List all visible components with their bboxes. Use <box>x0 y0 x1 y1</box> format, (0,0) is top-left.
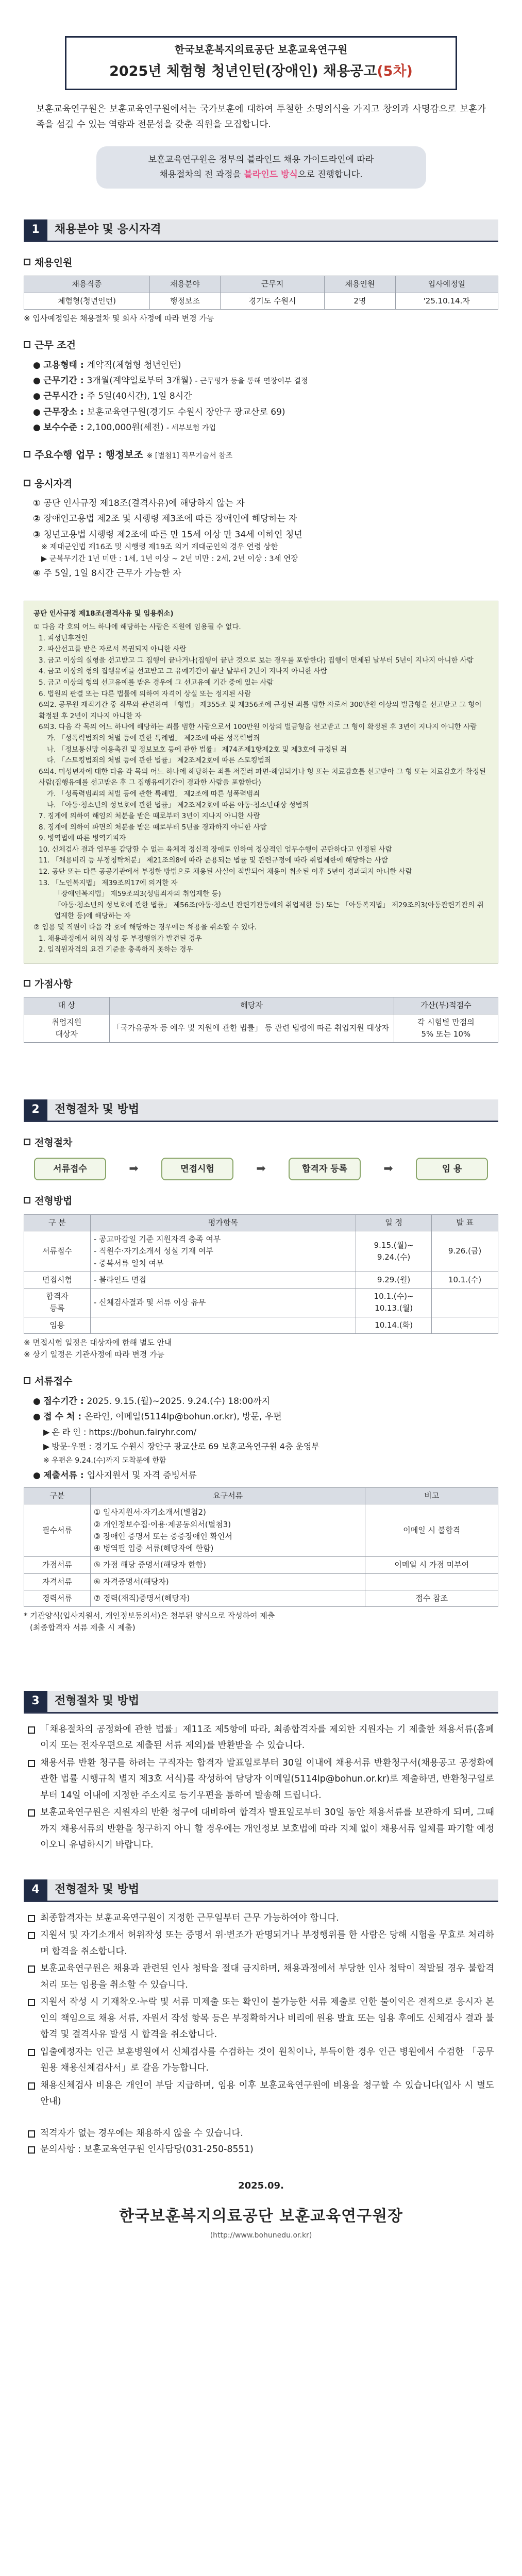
table-cell: 합격자 등록 <box>24 1289 91 1317</box>
section-2-header <box>24 1099 498 1122</box>
table-cell: 경기도 수원시 <box>220 293 324 309</box>
arrow-right-icon: ➡ <box>129 1162 139 1176</box>
recruit-note: ※ 입사예정일은 채용절차 및 회사 사정에 따라 변경 가능 <box>24 313 214 323</box>
apply-value: 온라인, 이메일(5114lp@bohun.or.kr), 방문, 우편 <box>85 1412 282 1422</box>
announcement-date: 2025.09. <box>238 2180 284 2191</box>
footer-notes <box>28 2126 494 2158</box>
apply-docs: ● 제출서류 : 입사지원서 및 자격 증빙서류 <box>33 1470 197 1481</box>
box-line: 나. 「정보통신망 이용촉진 및 정보보호 등에 관한 법률」 제74조제1항제2호 및 제3호에 규정된 죄 <box>47 745 347 754</box>
list-item <box>28 1805 494 1854</box>
square-bullet-icon <box>28 1915 35 1922</box>
square-bullet-icon <box>28 1809 35 1817</box>
condition-label: 보수수준 : <box>43 422 87 433</box>
table-header: 입사예정일 <box>395 276 498 293</box>
box-line: 3. 금고 이상의 실형을 선고받고 그 집행이 끝나거나(집행이 끝난 것으로 보는 경우를 포함한다) 집행이 면제된 날부터 5년이 지나지 아니한 사람 <box>39 656 474 665</box>
apply-link[interactable]: https://bohun.fairyhr.com/ <box>89 1427 197 1437</box>
box-line: 5. 금고 이상의 형의 선고유예를 받은 경우에 그 선고유예 기간 중에 있는 사람 <box>39 678 274 687</box>
bonus-subtitle <box>24 977 498 992</box>
duty-line <box>24 448 498 463</box>
section-3-header <box>24 1691 498 1714</box>
box-line: 다. 「스토킹범죄의 처벌 등에 관한 법률」 제2조제2호에 따른 스토킹범죄 <box>47 756 271 765</box>
section-4-header <box>24 1879 498 1902</box>
eligibility-text: 주 5일, 1일 8시간 근무가 가능한 자 <box>43 568 181 579</box>
table-header: 채용직종 <box>24 276 150 293</box>
apply-label: 접 수 처 : <box>43 1412 85 1422</box>
recruit-subtitle <box>24 256 498 270</box>
table-header: 일 정 <box>356 1214 432 1231</box>
condition-label: 고용형태 : <box>43 360 87 370</box>
table-header: 해당자 <box>109 997 394 1014</box>
eligibility-subtitle-text: 응시자격 <box>35 478 73 489</box>
box-line: 7. 징계에 의하여 해임의 처분을 받은 때로부터 3년이 지나지 아니한 사람 <box>39 812 260 821</box>
table-row <box>24 293 498 309</box>
table-header: 요구서류 <box>90 1488 365 1504</box>
apply-method: ● 접 수 처 : 온라인, 이메일(5114lp@bohun.or.kr), 방문, 우편 <box>33 1412 282 1422</box>
eligibility-item: ① 공단 인사규정 제18조(결격사유)에 해당하지 않는 자 <box>33 498 245 509</box>
list-item <box>28 1722 494 1754</box>
table-cell: ⑦ 경력(재직)증명서(해당자) <box>90 1590 365 1606</box>
table-cell: 자격서류 <box>24 1573 91 1590</box>
table-header-row <box>24 276 498 293</box>
box-line: 1. 채용과정에서 허위 작성 등 부정행위가 발견된 경우 <box>39 934 202 943</box>
square-bullet-icon <box>24 980 30 987</box>
table-header-row <box>24 1214 498 1231</box>
table-cell: 9.15.(월)~ 9.24.(수) <box>356 1231 432 1272</box>
box-line: 12. 공단 또는 다른 공공기관에서 부정한 방법으로 채용된 사실이 적발되어 채용이 취소된 이후 5년이 경과되지 아니한 사람 <box>39 868 412 876</box>
condition-value: 계약직(체험형 청년인턴) <box>87 360 181 370</box>
list-text: 보훈교육연구원은 지원자의 반환 청구에 대비하여 합격자 발표일로부터 30일 동안 채용서류를 보관하게 되며, 그때까지 채용서류의 반환을 청구하지 아니 할 경우에는 개인정보 보호법에 따라 지체 없이 채용서류 일체를 파기할 예정이오니 유념하시기 바랍니다. <box>40 1807 494 1851</box>
section-number: 2 <box>24 1099 47 1121</box>
box-line: 2. 파산선고를 받은 자로서 복권되지 아니한 사람 <box>39 645 187 654</box>
table-cell: 가점서류 <box>24 1557 91 1573</box>
list-text: 입출예정자는 인근 보훈병원에서 신체검사를 수검하는 것이 원칙이나, 부득이한 경우 인근 병원에서 수검한 「공무원용 채용신체검사서」로 갈음 가능합니다. <box>40 2046 494 2074</box>
section-number: 3 <box>24 1691 47 1712</box>
duty-label: 주요수행 업무 : <box>35 449 106 461</box>
notice-highlight: 블라인드 방식 <box>244 169 298 180</box>
condition-value: 보훈교육연구원(경기도 수원시 장안구 광교산로 69) <box>87 406 285 417</box>
arrow-right-icon: ➡ <box>256 1162 266 1176</box>
table-row <box>24 1289 498 1317</box>
notice-line2 <box>105 167 418 182</box>
method-table <box>24 1214 498 1334</box>
condition-label: 근무장소 : <box>43 406 87 417</box>
footer-item <box>28 2126 494 2142</box>
table-header: 구 분 <box>24 1214 91 1231</box>
docs-table <box>24 1487 498 1607</box>
apply-online: ▶ 온 라 인 : https://bohun.fairyhr.com/ <box>43 1427 197 1437</box>
eligibility-item: ② 장애인고용법 제2조 및 시행령 제3조에 따른 장애인에 해당하는 자 <box>33 514 297 524</box>
table-cell: '25.10.14.자 <box>395 293 498 309</box>
table-cell: 접수 참조 <box>365 1590 498 1606</box>
method-note: ※ 면접시험 일정은 대상자에 한해 별도 안내 <box>24 1337 172 1347</box>
eligibility-subnote: ※ 제대군인법 제16조 및 시행령 제19조 의거 제대군인의 경우 연령 상한 <box>41 543 278 552</box>
bonus-table <box>24 997 498 1043</box>
disqualification-box <box>24 601 498 963</box>
square-bullet-icon <box>24 1197 30 1204</box>
apply-value: 입사지원서 및 자격 증빙서류 <box>87 1470 197 1481</box>
square-bullet-icon <box>28 1726 35 1734</box>
table-header-row <box>24 1488 498 1504</box>
table-cell: 면접시험 <box>24 1272 91 1288</box>
box-line: 나. 「아동·청소년의 성보호에 관한 법률」 제2조제2호에 따른 아동·청소년대상 성범죄 <box>47 801 309 809</box>
section-number: 4 <box>24 1879 47 1901</box>
list-text: 지원서 및 자기소개서 허위작성 또는 증명서 위·변조가 판명되거나 부정행위를 한 사람은 당해 시험을 무효로 처리하며 합격을 취소합니다. <box>40 1930 494 1957</box>
box-line: ① 다음 각 호의 어느 하나에 해당하는 사람은 직원에 임용될 수 없다. <box>33 623 241 631</box>
square-bullet-icon <box>24 259 30 265</box>
box-line: 11. 「채용비리 등 부정청탁처분」 제21조의8에 따라 준용되는 법률 및 관련규정에 따라 취업제한에 해당하는 사람 <box>39 856 388 865</box>
box-line: 6. 법원의 판결 또는 다른 법률에 의하여 자격이 상실 또는 정지된 사람 <box>39 689 251 698</box>
table-cell: 서류접수 <box>24 1231 91 1272</box>
table-cell: - 블라인드 면접 <box>90 1272 356 1288</box>
flow-step: 면접시험 <box>161 1158 233 1180</box>
section-number: 1 <box>24 219 47 241</box>
table-cell: 임용 <box>24 1317 91 1333</box>
table-cell: 10.1.(수) <box>432 1272 498 1288</box>
table-header: 채용분야 <box>149 276 220 293</box>
bonus-subtitle-text: 가점사항 <box>35 978 73 990</box>
list-text: 채용신체검사 비용은 개인이 부담 지급하며, 임용 이후 보훈교육연구원에 비용을 청구할 수 있습니다(입사 시 별도 안내) <box>40 2080 494 2107</box>
eligibility-text: 공단 인사규정 제18조(결격사유)에 해당하지 않는 자 <box>43 498 245 509</box>
table-cell <box>365 1573 498 1590</box>
box-line: 10. 신체검사 결과 업무를 감당할 수 없는 육체적 정신적 장애로 인하여 정상적인 업무수행이 곤란하다고 인정된 사람 <box>39 845 392 854</box>
table-cell: 이메일 시 가점 미부여 <box>365 1557 498 1573</box>
condition-item: ● 근무시간 : 주 5일(40시간), 1일 8시간 <box>33 391 192 402</box>
square-bullet-icon <box>24 1139 30 1145</box>
box-line: 8. 징계에 의하여 파면의 처분을 받은 때로부터 5년을 경과하지 아니한 사람 <box>39 823 267 832</box>
apply-period: ● 접수기간 : 2025. 9.15.(월)~2025. 9.24.(수) 18:00까지 <box>33 1396 271 1406</box>
footer-text: 적격자가 없는 경우에는 채용하지 않을 수 있습니다. <box>40 2128 243 2139</box>
table-row <box>24 1231 498 1272</box>
table-row <box>24 1590 498 1606</box>
box-line: 6의3. 다음 각 목의 어느 하나에 해당하는 죄를 범한 사람으로서 100만원 이상의 벌금형을 선고받고 그 형이 확정된 후 3년이 지나지 아니한 사람 <box>39 723 477 732</box>
title-box <box>65 36 457 90</box>
apply-label: 방문·우편 : <box>52 1442 94 1452</box>
notice-line1: 보훈교육연구원은 정부의 블라인드 채용 가이드라인에 따라 <box>148 155 374 165</box>
apply-visit-note: ※ 우편은 9.24.(수)까지 도착분에 한함 <box>43 1456 166 1465</box>
eligibility-text: 장애인고용법 제2조 및 시행령 제3조에 따른 장애인에 해당하는 자 <box>43 514 297 524</box>
title-main: 2025년 체험형 청년인턴(장애인) 채용공고 <box>109 63 377 79</box>
duty-note: ※ [별첨1] 직무기술서 참조 <box>146 452 233 461</box>
conditions-subtitle <box>24 338 498 353</box>
table-cell: 9.29.(월) <box>356 1272 432 1288</box>
square-bullet-icon <box>28 2130 35 2138</box>
table-cell: 체험형(청년인턴) <box>24 293 150 309</box>
condition-label: 근무기간 : <box>43 375 87 386</box>
list-item <box>28 2044 494 2077</box>
section-3-list <box>28 1722 494 1854</box>
table-cell: 행정보조 <box>149 293 220 309</box>
notice-pre: 채용절차의 전 과정을 <box>159 169 244 180</box>
table-cell <box>432 1317 498 1333</box>
eligibility-subtitle <box>24 477 498 492</box>
box-line: 2. 입직원자격의 요건 기준을 충족하지 못하는 경우 <box>39 945 193 954</box>
table-cell: 경력서류 <box>24 1590 91 1606</box>
title-suffix: (5차) <box>377 63 413 79</box>
flow-step: 서류접수 <box>34 1158 106 1180</box>
square-bullet-icon <box>28 1760 35 1767</box>
box-line: 6의4. 미성년자에 대한 다음 각 목의 어느 하나에 해당하는 죄를 저질러 파면·해임되거나 형 또는 치료감호를 선고받아 그 형 또는 치료감호가 확정된 사람(집행유예를 선고받은 후 그 집행유예기간이 경과한 사람을 포함한다) <box>39 767 486 787</box>
square-bullet-icon <box>28 2049 35 2056</box>
square-bullet-icon <box>28 2082 35 2090</box>
org-line: 한국보훈복지의료공단 보훈교육연구원 <box>174 43 348 56</box>
section-title: 전형절차 및 방법 <box>47 1691 498 1712</box>
condition-label: 근무시간 : <box>43 391 87 402</box>
recruit-subtitle-text: 채용인원 <box>35 257 73 268</box>
table-cell: ⑤ 가점 해당 증명서(해당자 한함) <box>90 1557 365 1573</box>
condition-item: ● 근무기간 : 3개월(계약일로부터 3개월) - 근무평가 등을 통해 연장여부 결정 <box>33 375 308 386</box>
method-subtitle-text: 전형방법 <box>35 1195 73 1207</box>
footer-item <box>28 2142 494 2158</box>
square-bullet-icon <box>24 451 30 457</box>
table-row <box>24 1573 498 1590</box>
table-cell: 필수서류 <box>24 1504 91 1557</box>
condition-extra: - 근무평가 등을 통해 연장여부 결정 <box>195 377 308 385</box>
list-item <box>28 1961 494 1993</box>
method-subtitle <box>24 1194 498 1209</box>
docs-note: (최종합격자 서류 제출 시 제출) <box>30 1623 136 1633</box>
box-line: 가. 「성폭력범죄의 처벌 등에 관한 특례법」 제2조에 따른 성폭력범죄 <box>47 734 260 742</box>
list-text: 최종합격자는 보훈교육연구원이 지정한 근무일부터 근무 가능하여야 합니다. <box>40 1912 339 1923</box>
org-signature: 한국보훈복지의료공단 보훈교육연구원장 <box>119 2207 403 2225</box>
apply-subtitle-text: 서류접수 <box>35 1376 73 1387</box>
apply-value: 경기도 수원시 장안구 광교산로 69 보훈교육연구원 4층 운영부 <box>94 1442 319 1452</box>
section-1-header <box>24 219 498 242</box>
flow-step: 임 용 <box>416 1158 488 1180</box>
table-row <box>24 1272 498 1288</box>
table-cell: 9.26.(금) <box>432 1231 498 1272</box>
table-row <box>24 1014 498 1043</box>
table-cell: 10.1.(수)~ 10.13.(월) <box>356 1289 432 1317</box>
flow-step: 합격자 등록 <box>289 1158 361 1180</box>
table-header: 근무지 <box>220 276 324 293</box>
section-4-list <box>28 1910 494 2110</box>
table-row <box>24 1557 498 1573</box>
box-line: 가. 「성폭력범죄의 처벌 등에 관한 특례법」 제2조에 따른 성폭력범죄 <box>47 789 260 798</box>
intro-text: 보훈교육연구원은 보훈교육연구원에서는 국가보훈에 대하여 투철한 소명의식을 가지고 창의과 사명감으로 보훈가족을 섬길 수 있는 역량과 전문성을 갖춘 직원을 모집합니다. <box>36 104 486 130</box>
box-line: 4. 금고 이상의 형의 집행유예를 선고받고 그 유예기간이 끝난 날부터 2년이 지나지 아니한 사람 <box>39 667 327 676</box>
condition-value: 주 5일(40시간), 1일 8시간 <box>87 391 192 402</box>
apply-value: 2025. 9.15.(월)~2025. 9.24.(수) 18:00까지 <box>87 1396 271 1406</box>
condition-value: 3개월(계약일로부터 3개월) <box>87 375 193 386</box>
list-text: 보훈교육연구원은 채용과 관련된 인사 청탁을 절대 금지하며, 채용과정에서 부당한 인사 청탁이 적발될 경우 불합격처리 또는 임용을 취소할 수 있습니다. <box>40 1963 494 1990</box>
footer-text: 문의사항 : 보훈교육연구원 인사담당(031-250-8551) <box>40 2144 254 2155</box>
table-cell: 10.14.(화) <box>356 1317 432 1333</box>
box-line: 1. 피성년후견인 <box>39 634 88 642</box>
eligibility-subnote: ▶ 군복무기간 1년 미만 : 1세, 1년 이상 ~ 2년 미만 : 2세, 2년 이상 : 3세 연장 <box>41 554 298 563</box>
section-title: 채용분야 및 응시자격 <box>47 219 498 241</box>
square-bullet-icon <box>28 2146 35 2154</box>
conditions-subtitle-text: 근무 조건 <box>35 340 76 351</box>
table-cell <box>432 1289 498 1317</box>
recruit-table <box>24 276 498 310</box>
arrow-right-icon: ➡ <box>383 1162 393 1176</box>
table-cell <box>90 1317 356 1333</box>
square-bullet-icon <box>28 1965 35 1973</box>
blind-notice <box>96 146 426 189</box>
table-cell: 취업지원 대상자 <box>24 1014 110 1043</box>
table-cell: 각 시험별 만점의 5% 또는 10% <box>394 1014 498 1043</box>
table-header: 비고 <box>365 1488 498 1504</box>
table-row <box>24 1504 498 1557</box>
table-row <box>24 1317 498 1333</box>
method-note: ※ 상기 일정은 기관사정에 따라 변경 가능 <box>24 1350 165 1360</box>
apply-label: 온 라 인 : <box>52 1427 89 1437</box>
condition-extra: - 세부보험 가입 <box>166 423 216 432</box>
table-header-row <box>24 997 498 1014</box>
process-flow <box>34 1158 488 1180</box>
list-text: 채용서류 반환 청구를 하려는 구직자는 합격자 발표일로부터 30일 이내에 채용서류 반환청구서(채용공고 공정화에 관한 법률 시행규칙 별지 제3호 서식)를 작성하여 담당자 이메일(5114lp@bohun.or.kr)로 제출하면, 반환청구일로부터 14일 이내에 지정한 주소지로 등기우편을 통하여 발송해 드립니다. <box>40 1757 494 1801</box>
box-title: 공단 인사규정 제18조(결격사유 및 임용취소) <box>33 609 174 618</box>
table-header: 채용인원 <box>325 276 395 293</box>
eligibility-item: ④ 주 5일, 1일 8시간 근무가 가능한 자 <box>33 568 181 579</box>
apply-label: 제출서류 : <box>43 1470 87 1481</box>
box-line: 「장애인복지법」 제59조의3(성범죄자의 취업제한 등) <box>54 890 221 899</box>
table-cell: 2명 <box>325 293 395 309</box>
table-cell: - 공고마감일 기준 지원자격 충족 여부 - 직원수·자기소개서 성실 기재 여부 - 중복서류 일치 여부 <box>90 1231 356 1272</box>
table-header: 구분 <box>24 1488 91 1504</box>
square-bullet-icon <box>24 480 30 486</box>
list-item <box>28 2078 494 2110</box>
eligibility-item: ③ 청년고용법 시행령 제2조에 따른 만 15세 이상 만 34세 이하인 청년 <box>33 529 302 540</box>
apply-label: 접수기간 : <box>43 1396 87 1406</box>
box-line: 「아동·청소년의 성보호에 관한 법률」 제56조(아동·청소년 관련기관등에의 취업제한 등) 또는 「아동복지법」 제29조의3(아동관련기관의 취업제한 등)에 해당하는 자 <box>54 901 484 921</box>
table-cell: 이메일 시 불합격 <box>365 1504 498 1557</box>
list-text: 지원서 작성 시 기재착오·누락 및 서류 미제출 또는 확인이 불가능한 서류 제출로 인한 불이익은 전적으로 응시자 본인의 책임으로 채용 서류, 자원서 작성 항목 등은 부정확하거나 비리에 원용 발효 또는 임용 후에도 신체검사 결과 불합격 및 결격사유 발생 시 합격을 취소합니다. <box>40 1997 494 2040</box>
section-title: 전형절차 및 방법 <box>47 1879 498 1901</box>
square-bullet-icon <box>24 1377 30 1384</box>
apply-visit: ▶ 방문·우편 : 경기도 수원시 장안구 광교산로 69 보훈교육연구원 4층 운영부 <box>43 1442 319 1452</box>
docs-note: * 기관양식(입사지원서, 개인정보동의서)은 첨부된 양식으로 작성하여 제출 <box>24 1611 275 1621</box>
condition-item: ● 근무장소 : 보훈교육연구원(경기도 수원시 장안구 광교산로 69) <box>33 406 285 417</box>
table-cell: 「국가유공자 등 예우 및 지원에 관한 법률」 등 관련 법령에 따른 취업지원 대상자 <box>109 1014 394 1043</box>
process-subtitle <box>24 1136 498 1150</box>
square-bullet-icon <box>28 1932 35 1939</box>
box-line: 13. 「노인복지법」 제39조의17에 의거한 자 <box>39 878 178 887</box>
notice-post: 으로 진행합니다. <box>297 169 363 180</box>
square-bullet-icon <box>24 341 30 348</box>
table-header: 평가항목 <box>90 1214 356 1231</box>
table-cell: - 신체검사결과 및 서류 이상 유무 <box>90 1289 356 1317</box>
box-line: ② 임용 및 직원이 다음 각 호에 해당하는 경우에는 채용을 취소할 수 있다. <box>33 923 257 932</box>
list-item <box>28 1927 494 1960</box>
square-bullet-icon <box>28 1999 35 2006</box>
table-header: 가산(부)적점수 <box>394 997 498 1014</box>
org-url[interactable]: (http://www.bohunedu.or.kr) <box>210 2231 312 2240</box>
condition-item: ● 고용형태 : 계약직(체험형 청년인턴) <box>33 360 181 370</box>
list-item <box>28 1755 494 1804</box>
box-line: 6의2. 공무원 재직기간 중 직무와 관련하여 「형법」 제355조 및 제356조에 규정된 죄를 범한 자로서 300만원 이상의 벌금형을 선고받고 그 형이 확정된 후 2년이 지나지 아니한 자 <box>39 701 482 720</box>
table-cell: ① 입사지원서·자기소개서(별첨2) ② 개인정보수집·이용·제공동의서(별첨3) ③ 장애인 증명서 또는 중증장애인 확인서 ④ 병역필 입증 서류(해당자에 한함) <box>90 1504 365 1557</box>
eligibility-text: 청년고용법 시행령 제2조에 따른 만 15세 이상 만 34세 이하인 청년 <box>43 529 302 540</box>
list-item <box>28 1910 494 1927</box>
table-header: 대 상 <box>24 997 110 1014</box>
box-line: 9. 병역법에 따른 병역기피자 <box>39 834 126 843</box>
table-cell: ⑥ 자격증명서(해당자) <box>90 1573 365 1590</box>
table-header: 발 표 <box>432 1214 498 1231</box>
condition-item: ● 보수수준 : 2,100,000원(세전) - 세부보험 가입 <box>33 422 216 433</box>
list-text: 「채용절차의 공정화에 관한 법률」제11조 제5항에 따라, 최종합격자를 제외한 지원자는 기 제출한 채용서류(홈페이지 또는 전자우편으로 제출된 서류 제외)를 반환받을 수 있습니다. <box>40 1724 494 1751</box>
process-subtitle-text: 전형절차 <box>35 1137 73 1148</box>
page-title <box>66 60 456 89</box>
duty-value: 행정보조 <box>105 449 143 461</box>
apply-subtitle <box>24 1374 498 1389</box>
section-title: 전형절차 및 방법 <box>47 1099 498 1121</box>
list-item <box>28 1994 494 2043</box>
condition-value: 2,100,000원(세전) <box>87 422 164 433</box>
